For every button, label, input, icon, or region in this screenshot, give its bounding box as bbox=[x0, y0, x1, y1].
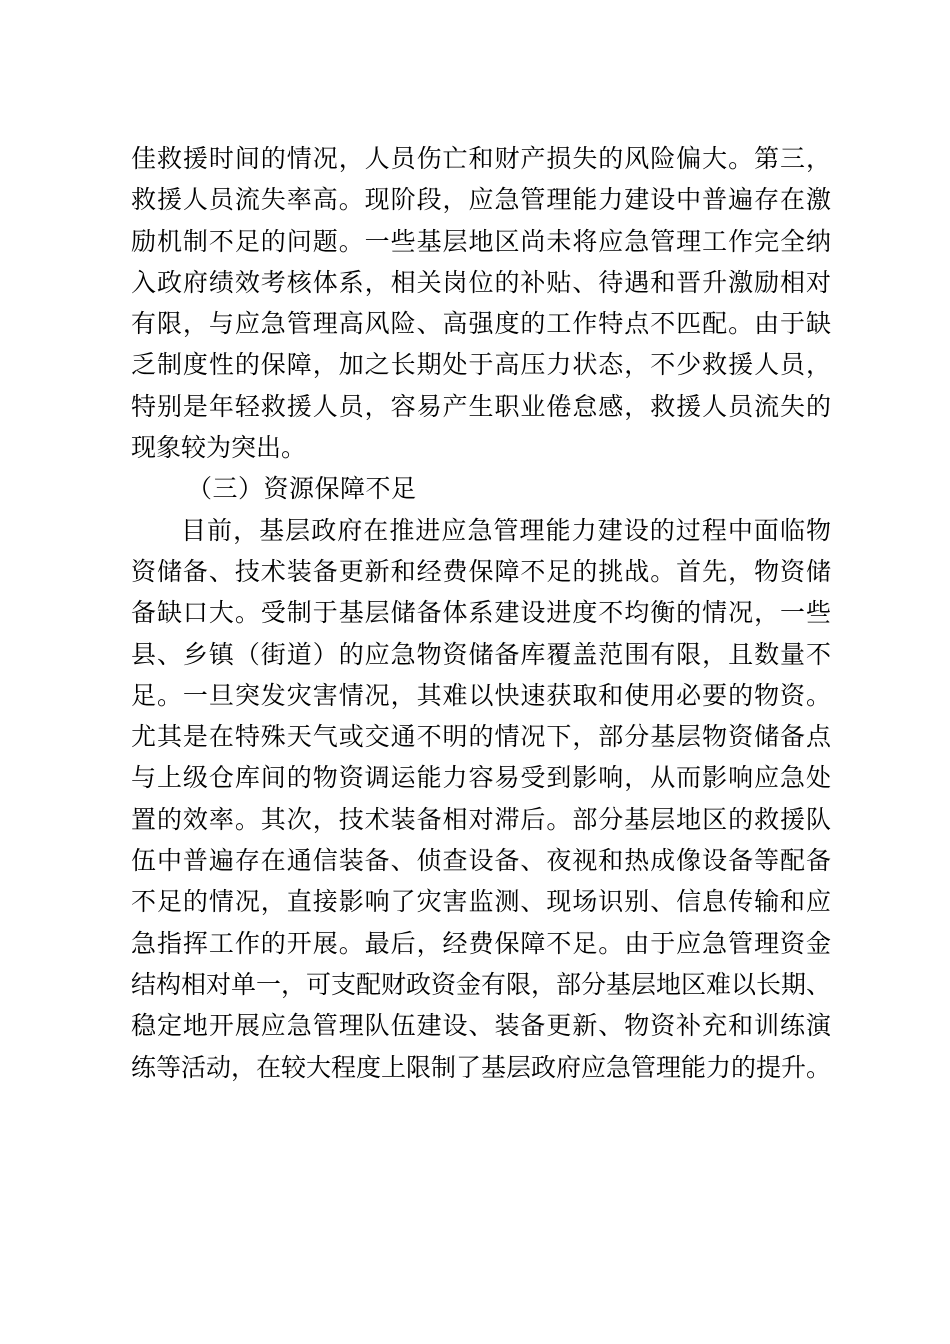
text-line: 结构相对单一，可支配财政资金有限，部分基层地区难以长期、 bbox=[131, 969, 832, 999]
text-line: 乏制度性的保障，加之长期处于高压力状态，不少救援人员， bbox=[131, 350, 831, 380]
text-line: 目前，基层政府在推进应急管理能力建设的过程中面临物 bbox=[181, 515, 831, 545]
text-line: 练等活动，在较大程度上限制了基层政府应急管理能力的提升。 bbox=[131, 1052, 832, 1082]
text-line: 伍中普遍存在通信装备、侦查设备、夜视和热成像设备等配备 bbox=[131, 846, 831, 876]
text-line: 资储备、技术装备更新和经费保障不足的挑战。首先，物资储 bbox=[131, 556, 831, 586]
text-line: 与上级仓库间的物资调运能力容易受到影响，从而影响应急处 bbox=[131, 763, 831, 793]
paragraph-workforce-attrition bbox=[131, 138, 831, 468]
text-line: 置的效率。其次，技术装备相对滞后。部分基层地区的救援队 bbox=[131, 804, 831, 834]
text-line: 现象较为突出。 bbox=[131, 433, 307, 463]
text-line: 特别是年轻救援人员，容易产生职业倦怠感，救援人员流失的 bbox=[131, 391, 831, 421]
text-line: 有限，与应急管理高风险、高强度的工作特点不匹配。由于缺 bbox=[131, 309, 831, 339]
body-text bbox=[131, 138, 831, 1088]
text-line: 不足的情况，直接影响了灾害监测、现场识别、信息传输和应 bbox=[131, 887, 831, 917]
text-line: 县、乡镇（街道）的应急物资储备库覆盖范围有限，且数量不 bbox=[131, 639, 831, 669]
paragraph-resource-shortage bbox=[131, 510, 831, 1088]
text-line: 急指挥工作的开展。最后，经费保障不足。由于应急管理资金 bbox=[131, 928, 831, 958]
text-line: 足。一旦突发灾害情况，其难以快速获取和使用必要的物资。 bbox=[131, 680, 831, 710]
text-line: 尤其是在特殊天气或交通不明的情况下，部分基层物资储备点 bbox=[131, 722, 831, 752]
section-heading: （三）资源保障不足 bbox=[187, 474, 417, 504]
text-line: 佳救援时间的情况，人员伤亡和财产损失的风险偏大。第三， bbox=[131, 144, 831, 173]
text-line: 励机制不足的问题。一些基层地区尚未将应急管理工作完全纳 bbox=[131, 226, 831, 256]
text-line: 入政府绩效考核体系，相关岗位的补贴、待遇和晋升激励相对 bbox=[131, 267, 831, 297]
text-line: 备缺口大。受制于基层储备体系建设进度不均衡的情况，一些 bbox=[131, 598, 831, 628]
text-line: 稳定地开展应急管理队伍建设、装备更新、物资补充和训练演 bbox=[131, 1011, 831, 1041]
text-line: 救援人员流失率高。现阶段，应急管理能力建设中普遍存在激 bbox=[131, 185, 831, 215]
